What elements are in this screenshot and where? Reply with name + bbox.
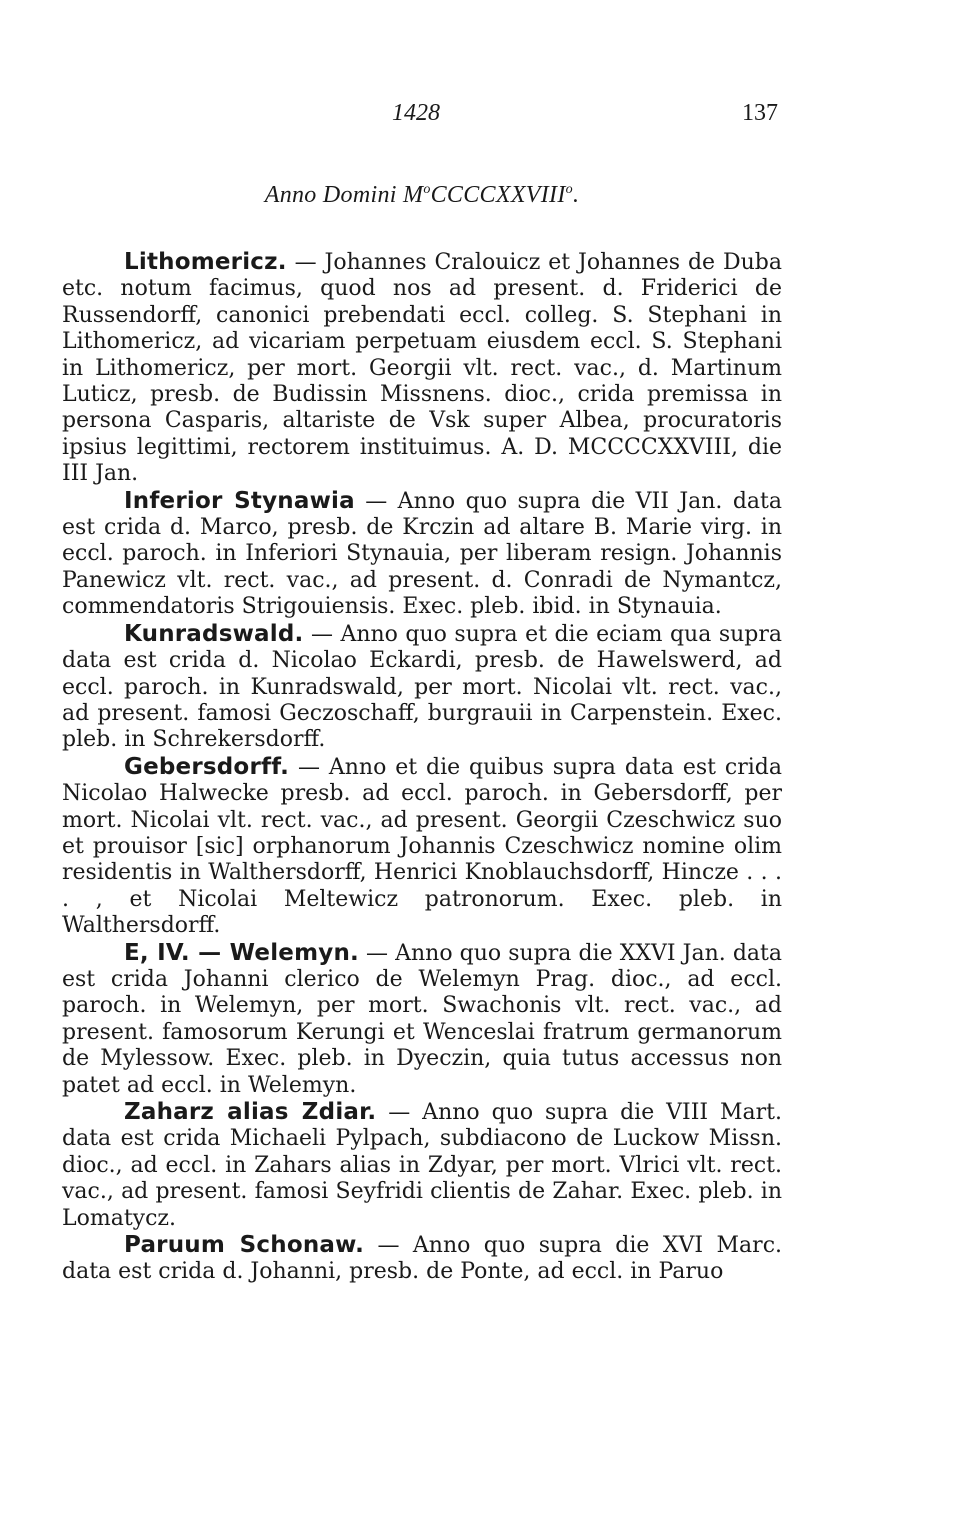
year-heading-final-sup: o <box>565 182 573 197</box>
entry-place: Gebersdorff. <box>124 753 290 780</box>
entry-place: E, IV. — Welemyn. <box>124 939 359 966</box>
entry-text: — Anno et die quibus supra data est crida Nicolao Halwecke presb. ad eccl. paroch. in Gebersdorff, per mort. Nicolai vlt. rect. vac., ad present. Georgii Czeschwicz suo et prouisor [sic] orphanorum Johannis Czeschwicz nomine olim residentis in Walthersdorff, Henrici Knoblauchsdorff, Hincze . . . . , et Nicolai Meltewicz patronorum. Exec. pleb. in Walthersdorff. <box>62 754 782 939</box>
entry-text: — Anno quo supra die XXVI Jan. data est crida Johanni clerico de Welemyn Prag. dioc., ad eccl. paroch. in Welemyn, per mort. Swachonis vlt. rect. vac., ad present. famosorum Kerungi et Wenceslai fratrum germanorum de Mylessow. Exec. pleb. in Dyeczin, quia tutus accessus non patet ad eccl. in Welemyn. <box>62 940 782 1098</box>
page-number: 137 <box>742 100 778 126</box>
entry-place: Zaharz alias Zdiar. <box>124 1099 377 1125</box>
entry-lithomericz <box>62 249 782 488</box>
entry-paruum-schonaw <box>62 1232 782 1286</box>
entry-text: — Anno quo supra die VIII Mart. data est crida Michaeli Pylpach, subdiacono de Luckow Missn. dioc., ad eccl. in Zahars alias in Zdyar, per mort. Vlrici vlt. rect. vac., ad present. famosi Seyfridi clientis de Zahar. Exec. pleb. in Lomatycz. <box>62 1100 783 1231</box>
year-heading-period: . <box>572 182 580 208</box>
year-heading-prefix: Anno Domini M <box>264 182 424 208</box>
entry-gebersdorff <box>62 754 782 940</box>
entry-text: — Anno quo supra et die eciam qua supra data est crida d. Nicolao Eckardi, presb. de Hawelswerd, ad eccl. paroch. in Kunradswald, per mort. Nicolai vlt. rect. vac., ad present. famosi Geczoschaff, burgrauii in Carpenstein. Exec. pleb. in Schrekersdorff. <box>62 621 782 753</box>
entry-inferior-stynawia <box>62 488 782 621</box>
entry-zaharz <box>62 1099 782 1232</box>
running-head <box>62 96 782 132</box>
year-heading-sup: o <box>423 182 431 197</box>
year-heading-numeral: CCCCXXVIII <box>430 182 566 208</box>
year-heading <box>62 182 782 209</box>
header-year: 1428 <box>392 100 440 126</box>
entry-place: Inferior Stynawia <box>124 487 355 514</box>
entry-text: — Johannes Cralouicz et Johannes de Duba etc. notum facimus, quod nos ad present. d. Friderici de Russendorff, canonici prebendati eccl. colleg. S. Stephani in Lithomericz, ad vicariam perpetuam eiusdem eccl. S. Stephani in Lithomericz, per mort. Georgii vlt. rect. vac., d. Martinum Luticz, presb. de Budissin Missnens. dioc., crida premissa in persona Casparis, altariste de Vsk super Albea, procuratoris ipsius legittimi, rectorem instituimus. A. D. MCCCCXXVIII, die III Jan. <box>62 250 782 487</box>
entry-place: Lithomericz. <box>124 249 287 275</box>
entry-kunradswald <box>62 621 782 754</box>
entry-place: Kunradswald. <box>124 620 304 647</box>
entry-welemyn <box>62 940 782 1099</box>
document-page <box>62 96 782 1286</box>
entry-text: — Anno quo supra die XVI Marc. data est crida d. Johanni, presb. de Ponte, ad eccl. in Paruo <box>62 1233 783 1285</box>
entry-place: Paruum Schonaw. <box>124 1232 365 1259</box>
entry-text: — Anno quo supra die VII Jan. data est crida d. Marco, presb. de Krczin ad altare B. Marie virg. in eccl. paroch. in Inferiori Stynauia, per liberam resign. Johannis Panewicz vlt. rect. vac., ad present. d. Conradi de Nymantcz, commendatoris Strigouiensis. Exec. pleb. ibid. in Stynauia. <box>62 488 782 620</box>
